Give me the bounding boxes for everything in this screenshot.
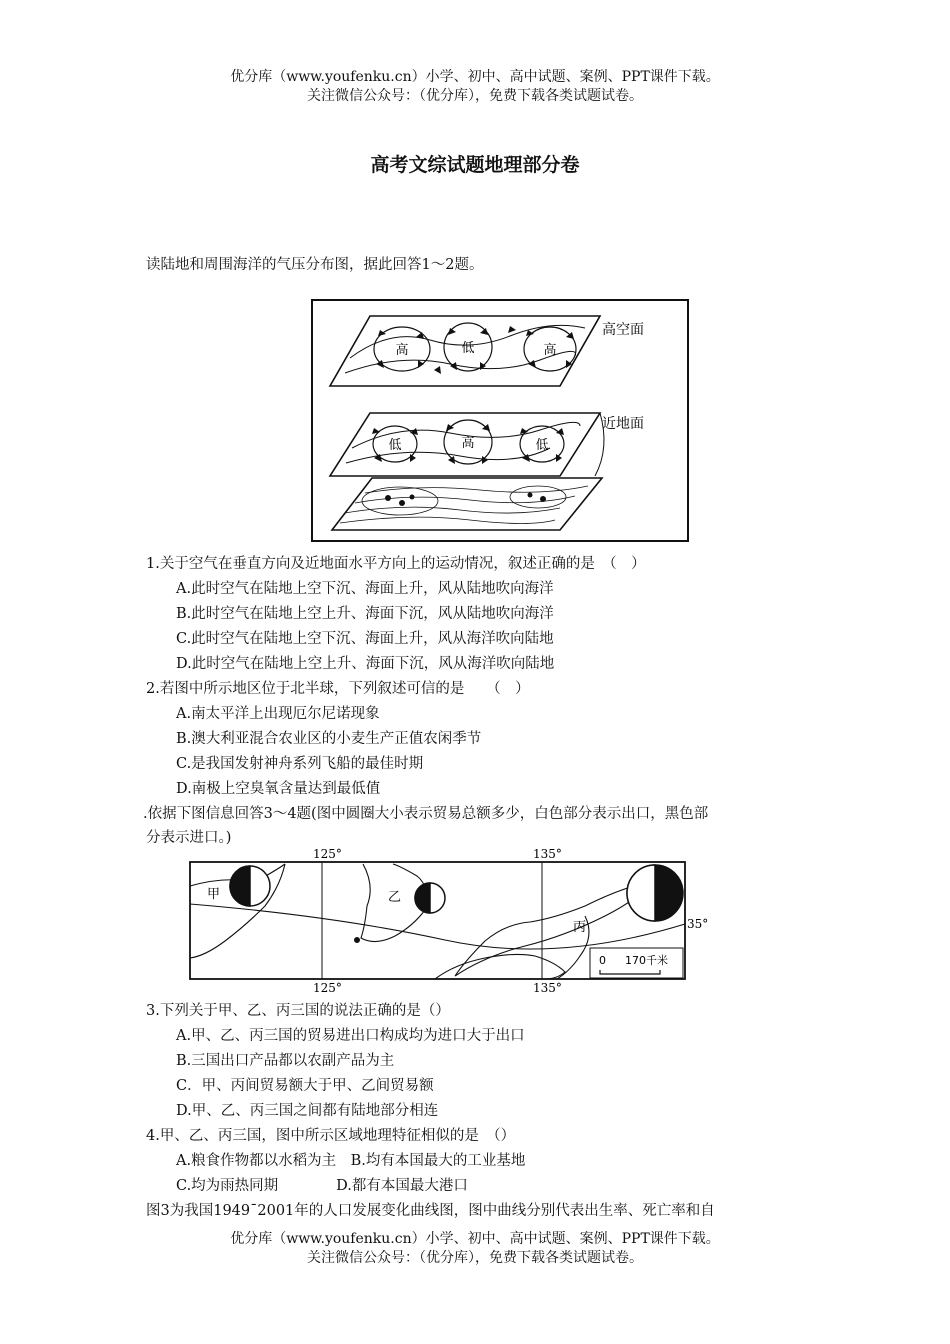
- footer-line-2: 关注微信公众号：（优分库），免费下载各类试题试卷。: [307, 1250, 643, 1266]
- lower-center-2: 高: [461, 436, 475, 451]
- lon-135-top: 135°: [533, 847, 562, 861]
- lower-plane-label: 近地面: [602, 416, 644, 432]
- question-3-option-a: A.甲、乙、丙三国的贸易进出口构成均为进口大于出口: [176, 1028, 525, 1044]
- capital-dot: [354, 937, 360, 943]
- question-2-option-b: B.澳大利亚混合农业区的小麦生产正值农闲季节: [176, 731, 482, 747]
- lon-125-top: 125°: [313, 847, 342, 861]
- question-1-stem: 1.关于空气在垂直方向及近地面水平方向上的运动情况，叙述正确的是 （ ）: [146, 556, 646, 572]
- trade-circle-jia: [230, 866, 270, 906]
- lower-center-3: 低: [535, 438, 549, 453]
- header-line-1: 优分库（www.youfenku.cn）小学、初中、高中试题、案例、PPT课件下载。: [230, 69, 720, 85]
- upper-plane-label: 高空面: [602, 322, 644, 338]
- footer-line-1: 优分库（www.youfenku.cn）小学、初中、高中试题、案例、PPT课件下载。: [230, 1231, 720, 1247]
- figure-3-intro: 图3为我国1949¯2001年的人口发展变化曲线图，图中曲线分别代表出生率、死亡率和自: [146, 1203, 715, 1219]
- question-3-option-d: D.甲、乙、丙三国之间都有陆地部分相连: [176, 1103, 439, 1119]
- scale-label: 170千米: [625, 954, 668, 967]
- question-1-option-a: A.此时空气在陆地上空下沉、海面上升，风从陆地吹向海洋: [176, 581, 554, 597]
- upper-center-1: 高: [395, 343, 409, 358]
- country-jia: 甲: [207, 887, 221, 902]
- question-4-option-ab: A.粮食作物都以水稻为主 B.均有本国最大的工业基地: [176, 1153, 526, 1169]
- question-2-option-d: D.南极上空臭氧含量达到最低值: [176, 781, 381, 797]
- header-line-2: 关注微信公众号：（优分库），免费下载各类试题试卷。: [307, 88, 643, 104]
- intro-text: 读陆地和周围海洋的气压分布图，据此回答1～2题。: [146, 257, 484, 273]
- question-2-option-a: A.南太平洋上出现厄尔尼诺现象: [176, 706, 380, 722]
- question-3-stem: 3.下列关于甲、乙、丙三国的说法正确的是（）: [146, 1003, 450, 1019]
- country-bing: 丙: [573, 920, 587, 935]
- trade-circle-yi: [415, 883, 445, 913]
- lower-center-1: 低: [388, 438, 402, 453]
- question-1-option-c: C.此时空气在陆地上空下沉、海面上升，风从海洋吹向陆地: [176, 631, 554, 647]
- question-3-option-c: C．甲、丙间贸易额大于甲、乙间贸易额: [176, 1078, 434, 1094]
- trade-map-figure: [185, 846, 715, 996]
- upper-center-3: 高: [543, 343, 557, 358]
- upper-center-2: 低: [461, 341, 475, 356]
- pressure-distribution-figure: [310, 298, 690, 543]
- question-3-option-b: B.三国出口产品都以农副产品为主: [176, 1053, 395, 1069]
- intro-2-line-1: .依据下图信息回答3～4题(图中圆圈大小表示贸易总额多少，白色部分表示出口，黑色部: [143, 806, 709, 822]
- question-1-option-d: D.此时空气在陆地上空上升、海面下沉，风从海洋吹向陆地: [176, 656, 555, 672]
- question-2-option-c: C.是我国发射神舟系列飞船的最佳时期: [176, 756, 424, 772]
- lon-135-bottom: 135°: [533, 981, 562, 995]
- intro-2-line-2: 分表示进口。): [146, 830, 232, 846]
- country-yi: 乙: [388, 890, 402, 905]
- ground-surface: [332, 478, 602, 530]
- question-4-stem: 4.甲、乙、丙三国，图中所示区域地理特征相似的是 （）: [146, 1128, 516, 1144]
- page-title: 高考文综试题地理部分卷: [370, 154, 580, 176]
- question-1-option-b: B.此时空气在陆地上空上升、海面下沉，风从陆地吹向海洋: [176, 606, 554, 622]
- question-4-option-cd: C.均为雨热同期 D.都有本国最大港口: [176, 1178, 468, 1194]
- scale-zero: 0: [599, 954, 606, 967]
- question-2-stem: 2.若图中所示地区位于北半球，下列叙述可信的是 （ ）: [146, 681, 530, 697]
- lat-35-label: 35°: [687, 917, 709, 931]
- lon-125-bottom: 125°: [313, 981, 342, 995]
- trade-circle-bing: [627, 865, 683, 921]
